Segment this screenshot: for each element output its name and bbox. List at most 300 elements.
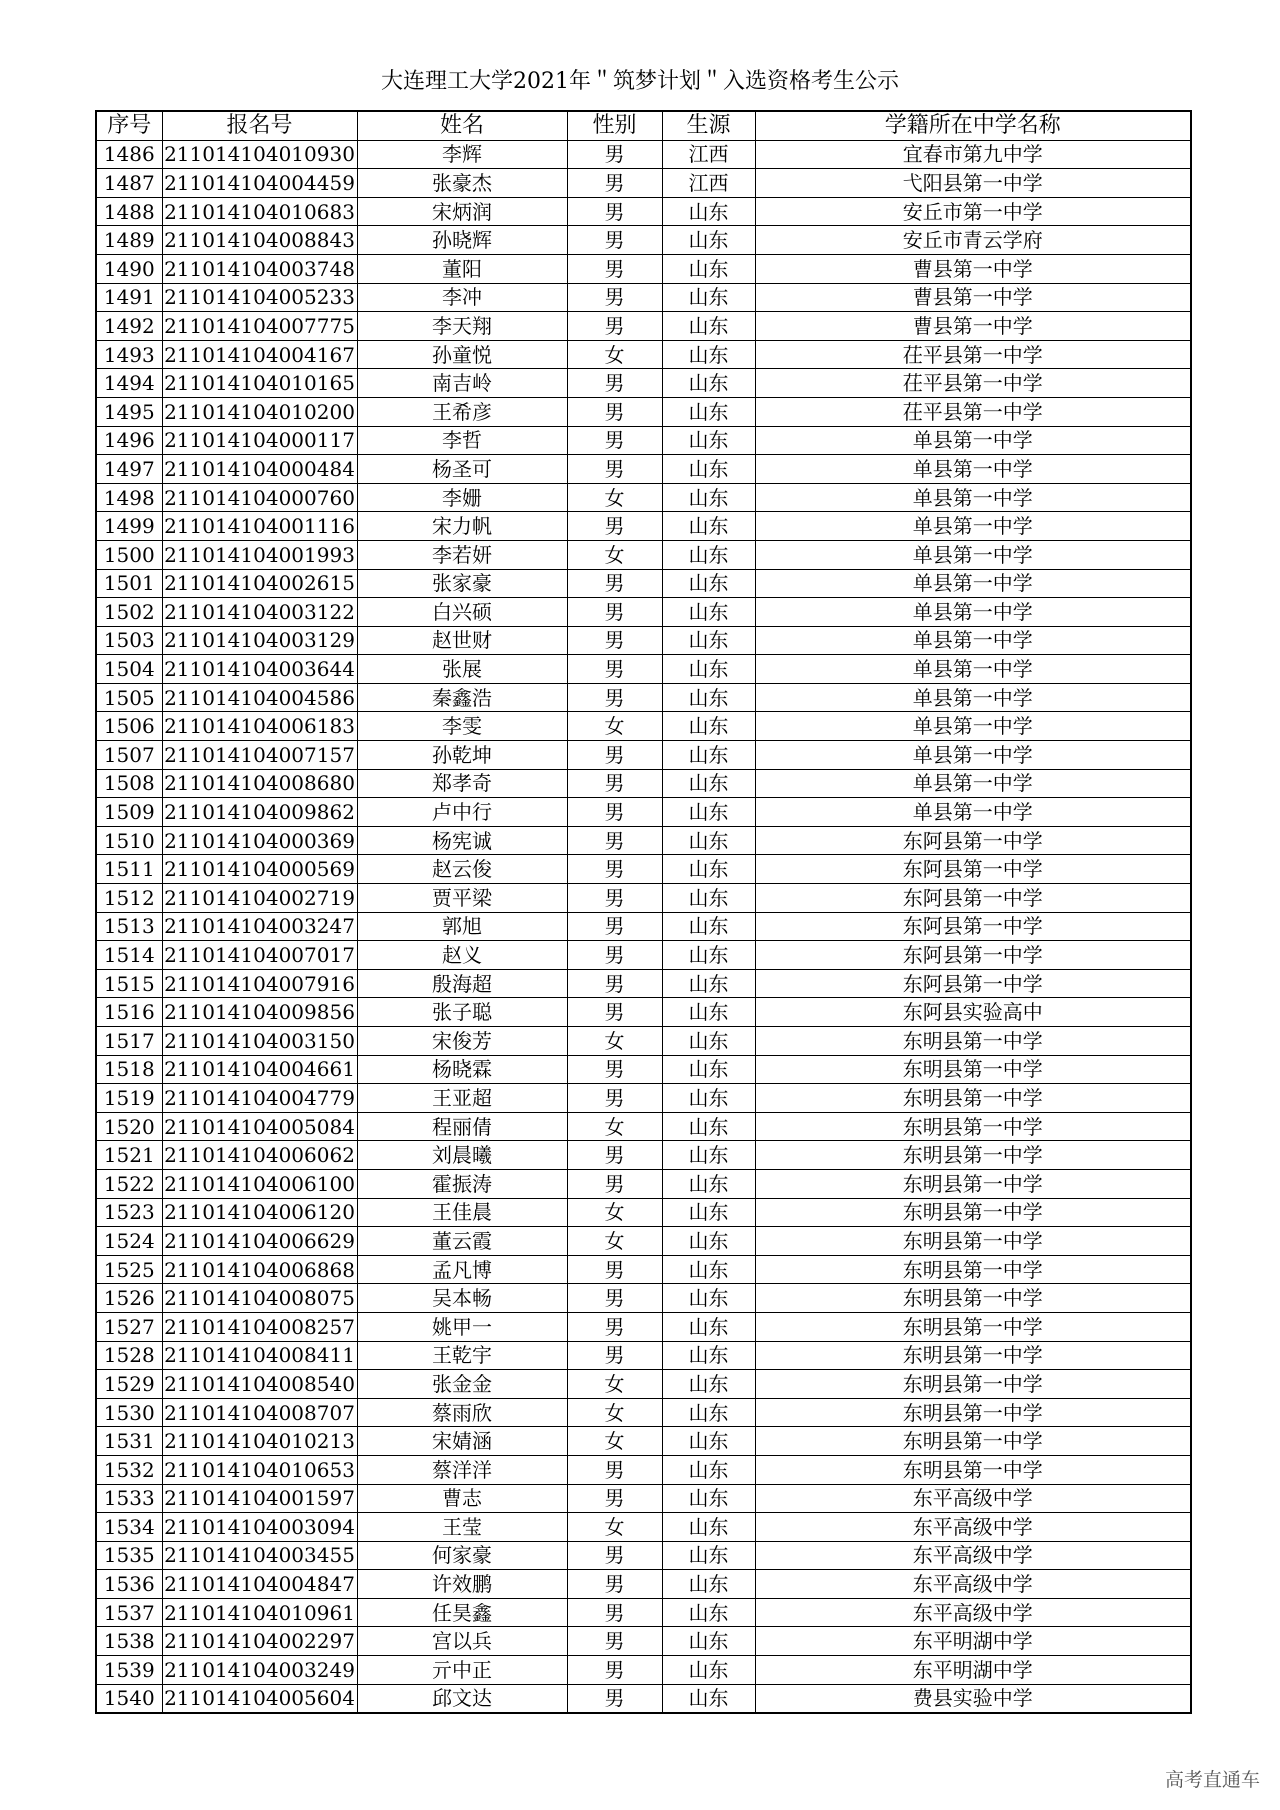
cell-name: 宋炳润 [357, 197, 567, 226]
cell-name: 南吉岭 [357, 369, 567, 398]
cell-gender: 女 [567, 1513, 662, 1542]
column-header-school: 学籍所在中学名称 [755, 111, 1191, 140]
cell-registration-no: 211014104003455 [162, 1541, 357, 1570]
cell-index: 1503 [96, 626, 162, 655]
cell-origin: 山东 [662, 483, 755, 512]
cell-registration-no: 211014104004661 [162, 1055, 357, 1084]
cell-origin: 山东 [662, 1570, 755, 1599]
cell-index: 1515 [96, 969, 162, 998]
cell-gender: 男 [567, 1141, 662, 1170]
cell-index: 1496 [96, 426, 162, 455]
cell-registration-no: 211014104003748 [162, 254, 357, 283]
cell-school: 东明县第一中学 [755, 1455, 1191, 1484]
cell-gender: 男 [567, 283, 662, 312]
cell-registration-no: 211014104005233 [162, 283, 357, 312]
cell-index: 1501 [96, 569, 162, 598]
cell-school: 曹县第一中学 [755, 254, 1191, 283]
cell-registration-no: 211014104003150 [162, 1027, 357, 1056]
table-row [96, 569, 1191, 598]
cell-school: 曹县第一中学 [755, 312, 1191, 341]
cell-index: 1508 [96, 769, 162, 798]
cell-registration-no: 211014104003247 [162, 912, 357, 941]
cell-index: 1525 [96, 1255, 162, 1284]
cell-school: 东明县第一中学 [755, 1112, 1191, 1141]
table-row [96, 998, 1191, 1027]
table-row [96, 712, 1191, 741]
cell-gender: 男 [567, 598, 662, 627]
cell-name: 卢中行 [357, 798, 567, 827]
cell-school: 茌平县第一中学 [755, 340, 1191, 369]
cell-registration-no: 211014104005084 [162, 1112, 357, 1141]
cell-registration-no: 211014104010165 [162, 369, 357, 398]
cell-origin: 山东 [662, 426, 755, 455]
cell-school: 单县第一中学 [755, 798, 1191, 827]
cell-index: 1520 [96, 1112, 162, 1141]
cell-registration-no: 211014104008257 [162, 1312, 357, 1341]
table-row [96, 1427, 1191, 1456]
cell-registration-no: 211014104009856 [162, 998, 357, 1027]
table-row [96, 369, 1191, 398]
cell-index: 1537 [96, 1598, 162, 1627]
cell-school: 东平高级中学 [755, 1598, 1191, 1627]
cell-gender: 女 [567, 712, 662, 741]
cell-gender: 男 [567, 741, 662, 770]
cell-index: 1516 [96, 998, 162, 1027]
cell-school: 东明县第一中学 [755, 1427, 1191, 1456]
cell-name: 孟凡博 [357, 1255, 567, 1284]
cell-gender: 男 [567, 884, 662, 913]
cell-index: 1539 [96, 1656, 162, 1685]
cell-school: 东明县第一中学 [755, 1084, 1191, 1113]
cell-origin: 山东 [662, 1084, 755, 1113]
cell-gender: 女 [567, 1112, 662, 1141]
cell-gender: 男 [567, 369, 662, 398]
cell-name: 殷海超 [357, 969, 567, 998]
table-row [96, 1513, 1191, 1542]
table-row [96, 941, 1191, 970]
cell-gender: 男 [567, 426, 662, 455]
cell-registration-no: 211014104003122 [162, 598, 357, 627]
table-row [96, 1627, 1191, 1656]
cell-school: 东阿县第一中学 [755, 826, 1191, 855]
cell-origin: 山东 [662, 1398, 755, 1427]
table-row [96, 1455, 1191, 1484]
cell-gender: 男 [567, 512, 662, 541]
cell-name: 王乾宇 [357, 1341, 567, 1370]
table-row [96, 855, 1191, 884]
cell-name: 杨宪诚 [357, 826, 567, 855]
cell-school: 东明县第一中学 [755, 1255, 1191, 1284]
cell-origin: 山东 [662, 1312, 755, 1341]
cell-gender: 男 [567, 312, 662, 341]
table-row [96, 254, 1191, 283]
cell-index: 1535 [96, 1541, 162, 1570]
cell-registration-no: 211014104006868 [162, 1255, 357, 1284]
cell-school: 东明县第一中学 [755, 1227, 1191, 1256]
cell-name: 杨圣可 [357, 455, 567, 484]
cell-origin: 山东 [662, 540, 755, 569]
cell-origin: 山东 [662, 1112, 755, 1141]
cell-gender: 男 [567, 1684, 662, 1713]
cell-school: 东明县第一中学 [755, 1370, 1191, 1399]
table-row [96, 312, 1191, 341]
cell-registration-no: 211014104008707 [162, 1398, 357, 1427]
cell-registration-no: 211014104008540 [162, 1370, 357, 1399]
cell-school: 东明县第一中学 [755, 1169, 1191, 1198]
cell-index: 1491 [96, 283, 162, 312]
cell-index: 1492 [96, 312, 162, 341]
table-row [96, 1684, 1191, 1713]
cell-registration-no: 211014104002297 [162, 1627, 357, 1656]
cell-origin: 山东 [662, 1198, 755, 1227]
cell-origin: 山东 [662, 1027, 755, 1056]
cell-gender: 男 [567, 1656, 662, 1685]
cell-origin: 山东 [662, 1169, 755, 1198]
table-row [96, 826, 1191, 855]
table-row [96, 1656, 1191, 1685]
cell-registration-no: 211014104008843 [162, 226, 357, 255]
cell-gender: 男 [567, 626, 662, 655]
cell-registration-no: 211014104006120 [162, 1198, 357, 1227]
cell-gender: 男 [567, 912, 662, 941]
cell-gender: 男 [567, 1541, 662, 1570]
table-row [96, 455, 1191, 484]
cell-registration-no: 211014104010200 [162, 397, 357, 426]
cell-index: 1514 [96, 941, 162, 970]
cell-origin: 山东 [662, 197, 755, 226]
cell-origin: 山东 [662, 741, 755, 770]
cell-name: 李姗 [357, 483, 567, 512]
cell-name: 霍振涛 [357, 1169, 567, 1198]
table-row [96, 912, 1191, 941]
cell-registration-no: 211014104001116 [162, 512, 357, 541]
cell-registration-no: 211014104004586 [162, 683, 357, 712]
cell-name: 赵义 [357, 941, 567, 970]
cell-index: 1517 [96, 1027, 162, 1056]
cell-origin: 山东 [662, 712, 755, 741]
cell-name: 宫以兵 [357, 1627, 567, 1656]
cell-name: 贾平梁 [357, 884, 567, 913]
cell-index: 1507 [96, 741, 162, 770]
cell-registration-no: 211014104003094 [162, 1513, 357, 1542]
cell-origin: 山东 [662, 283, 755, 312]
table-row [96, 540, 1191, 569]
table-row [96, 969, 1191, 998]
table-row [96, 283, 1191, 312]
table-row [96, 1141, 1191, 1170]
cell-name: 董阳 [357, 254, 567, 283]
cell-name: 任昊鑫 [357, 1598, 567, 1627]
cell-registration-no: 211014104004167 [162, 340, 357, 369]
cell-gender: 女 [567, 1370, 662, 1399]
cell-school: 东平高级中学 [755, 1513, 1191, 1542]
cell-gender: 男 [567, 855, 662, 884]
cell-index: 1489 [96, 226, 162, 255]
cell-index: 1497 [96, 455, 162, 484]
table-row [96, 598, 1191, 627]
cell-index: 1534 [96, 1513, 162, 1542]
cell-index: 1511 [96, 855, 162, 884]
cell-index: 1538 [96, 1627, 162, 1656]
cell-gender: 男 [567, 798, 662, 827]
table-row [96, 741, 1191, 770]
cell-school: 东阿县第一中学 [755, 969, 1191, 998]
cell-school: 安丘市第一中学 [755, 197, 1191, 226]
cell-school: 单县第一中学 [755, 683, 1191, 712]
cell-index: 1490 [96, 254, 162, 283]
cell-origin: 山东 [662, 1455, 755, 1484]
cell-origin: 山东 [662, 969, 755, 998]
cell-gender: 女 [567, 483, 662, 512]
cell-school: 单县第一中学 [755, 483, 1191, 512]
cell-gender: 男 [567, 1627, 662, 1656]
cell-index: 1513 [96, 912, 162, 941]
cell-origin: 山东 [662, 626, 755, 655]
cell-origin: 山东 [662, 569, 755, 598]
cell-gender: 男 [567, 254, 662, 283]
cell-registration-no: 211014104004779 [162, 1084, 357, 1113]
cell-registration-no: 211014104002615 [162, 569, 357, 598]
cell-index: 1500 [96, 540, 162, 569]
cell-registration-no: 211014104003644 [162, 655, 357, 684]
table-row [96, 1284, 1191, 1313]
cell-origin: 山东 [662, 397, 755, 426]
cell-gender: 男 [567, 1455, 662, 1484]
cell-name: 刘晨曦 [357, 1141, 567, 1170]
cell-school: 东明县第一中学 [755, 1141, 1191, 1170]
table-row [96, 626, 1191, 655]
cell-index: 1486 [96, 140, 162, 169]
cell-gender: 男 [567, 226, 662, 255]
table-row [96, 1541, 1191, 1570]
cell-registration-no: 211014104008075 [162, 1284, 357, 1313]
cell-school: 弋阳县第一中学 [755, 169, 1191, 198]
cell-school: 东平明湖中学 [755, 1627, 1191, 1656]
cell-gender: 男 [567, 969, 662, 998]
table-row [96, 1055, 1191, 1084]
cell-name: 杨晓霖 [357, 1055, 567, 1084]
cell-name: 许效鹏 [357, 1570, 567, 1599]
cell-gender: 男 [567, 140, 662, 169]
cell-index: 1529 [96, 1370, 162, 1399]
cell-origin: 山东 [662, 912, 755, 941]
cell-school: 单县第一中学 [755, 455, 1191, 484]
cell-index: 1494 [96, 369, 162, 398]
table-row [96, 1398, 1191, 1427]
cell-origin: 山东 [662, 884, 755, 913]
cell-gender: 男 [567, 1598, 662, 1627]
cell-name: 宋力帆 [357, 512, 567, 541]
table-row [96, 140, 1191, 169]
cell-school: 东阿县第一中学 [755, 855, 1191, 884]
cell-registration-no: 211014104006629 [162, 1227, 357, 1256]
cell-origin: 山东 [662, 1513, 755, 1542]
cell-name: 白兴硕 [357, 598, 567, 627]
cell-name: 秦鑫浩 [357, 683, 567, 712]
cell-name: 宋婧涵 [357, 1427, 567, 1456]
cell-origin: 山东 [662, 826, 755, 855]
table-row [96, 1255, 1191, 1284]
cell-school: 单县第一中学 [755, 741, 1191, 770]
table-row [96, 1341, 1191, 1370]
column-header-index: 序号 [96, 111, 162, 140]
column-header-name: 姓名 [357, 111, 567, 140]
cell-registration-no: 211014104000569 [162, 855, 357, 884]
cell-name: 宋俊芳 [357, 1027, 567, 1056]
cell-registration-no: 211014104007017 [162, 941, 357, 970]
cell-index: 1540 [96, 1684, 162, 1713]
cell-name: 姚甲一 [357, 1312, 567, 1341]
cell-name: 蔡洋洋 [357, 1455, 567, 1484]
cell-origin: 山东 [662, 1541, 755, 1570]
table-row [96, 769, 1191, 798]
cell-index: 1522 [96, 1169, 162, 1198]
cell-registration-no: 211014104000369 [162, 826, 357, 855]
cell-school: 单县第一中学 [755, 712, 1191, 741]
cell-gender: 男 [567, 941, 662, 970]
cell-index: 1524 [96, 1227, 162, 1256]
cell-school: 茌平县第一中学 [755, 397, 1191, 426]
table-row [96, 1169, 1191, 1198]
cell-gender: 男 [567, 569, 662, 598]
cell-name: 张金金 [357, 1370, 567, 1399]
cell-name: 郑孝奇 [357, 769, 567, 798]
cell-gender: 男 [567, 826, 662, 855]
column-header-origin: 生源 [662, 111, 755, 140]
cell-name: 张子聪 [357, 998, 567, 1027]
table-row [96, 397, 1191, 426]
cell-origin: 山东 [662, 369, 755, 398]
table-row [96, 512, 1191, 541]
cell-gender: 男 [567, 1084, 662, 1113]
table-row [96, 1484, 1191, 1513]
cell-index: 1498 [96, 483, 162, 512]
table-row [96, 655, 1191, 684]
cell-origin: 江西 [662, 169, 755, 198]
cell-index: 1531 [96, 1427, 162, 1456]
cell-origin: 江西 [662, 140, 755, 169]
table-header-row [96, 111, 1191, 140]
cell-registration-no: 211014104010653 [162, 1455, 357, 1484]
cell-school: 东阿县实验高中 [755, 998, 1191, 1027]
cell-index: 1488 [96, 197, 162, 226]
cell-gender: 男 [567, 397, 662, 426]
cell-origin: 山东 [662, 798, 755, 827]
candidate-table [95, 110, 1192, 1714]
table-row [96, 197, 1191, 226]
cell-registration-no: 211014104007775 [162, 312, 357, 341]
cell-gender: 女 [567, 540, 662, 569]
cell-origin: 山东 [662, 1370, 755, 1399]
cell-school: 东阿县第一中学 [755, 912, 1191, 941]
cell-school: 曹县第一中学 [755, 283, 1191, 312]
cell-origin: 山东 [662, 512, 755, 541]
cell-name: 李天翔 [357, 312, 567, 341]
cell-origin: 山东 [662, 855, 755, 884]
cell-gender: 男 [567, 998, 662, 1027]
cell-origin: 山东 [662, 312, 755, 341]
cell-name: 李辉 [357, 140, 567, 169]
cell-origin: 山东 [662, 1598, 755, 1627]
cell-name: 亓中正 [357, 1656, 567, 1685]
table-row [96, 683, 1191, 712]
cell-registration-no: 211014104004847 [162, 1570, 357, 1599]
table-row [96, 1598, 1191, 1627]
column-header-registration-no: 报名号 [162, 111, 357, 140]
cell-registration-no: 211014104003129 [162, 626, 357, 655]
cell-school: 东阿县第一中学 [755, 884, 1191, 913]
cell-index: 1505 [96, 683, 162, 712]
cell-index: 1536 [96, 1570, 162, 1599]
cell-registration-no: 211014104008680 [162, 769, 357, 798]
cell-school: 东明县第一中学 [755, 1198, 1191, 1227]
cell-gender: 男 [567, 683, 662, 712]
cell-registration-no: 211014104006183 [162, 712, 357, 741]
cell-school: 单县第一中学 [755, 540, 1191, 569]
cell-school: 东明县第一中学 [755, 1284, 1191, 1313]
cell-registration-no: 211014104010930 [162, 140, 357, 169]
cell-index: 1510 [96, 826, 162, 855]
cell-origin: 山东 [662, 226, 755, 255]
cell-origin: 山东 [662, 1255, 755, 1284]
cell-index: 1506 [96, 712, 162, 741]
cell-school: 单县第一中学 [755, 598, 1191, 627]
cell-origin: 山东 [662, 1055, 755, 1084]
cell-gender: 女 [567, 1398, 662, 1427]
cell-origin: 山东 [662, 941, 755, 970]
cell-name: 孙晓辉 [357, 226, 567, 255]
cell-gender: 女 [567, 340, 662, 369]
cell-registration-no: 211014104003249 [162, 1656, 357, 1685]
cell-origin: 山东 [662, 254, 755, 283]
cell-gender: 男 [567, 169, 662, 198]
cell-registration-no: 211014104004459 [162, 169, 357, 198]
cell-school: 费县实验中学 [755, 1684, 1191, 1713]
cell-registration-no: 211014104000117 [162, 426, 357, 455]
cell-gender: 男 [567, 1570, 662, 1599]
cell-index: 1512 [96, 884, 162, 913]
cell-index: 1504 [96, 655, 162, 684]
table-row [96, 1312, 1191, 1341]
cell-name: 程丽倩 [357, 1112, 567, 1141]
table-row [96, 1570, 1191, 1599]
cell-origin: 山东 [662, 1341, 755, 1370]
cell-registration-no: 211014104001597 [162, 1484, 357, 1513]
cell-school: 宜春市第九中学 [755, 140, 1191, 169]
cell-registration-no: 211014104010961 [162, 1598, 357, 1627]
cell-gender: 男 [567, 1255, 662, 1284]
cell-name: 曹志 [357, 1484, 567, 1513]
cell-name: 董云霞 [357, 1227, 567, 1256]
cell-gender: 男 [567, 655, 662, 684]
cell-index: 1509 [96, 798, 162, 827]
cell-registration-no: 211014104000760 [162, 483, 357, 512]
cell-origin: 山东 [662, 769, 755, 798]
cell-gender: 男 [567, 1341, 662, 1370]
cell-gender: 男 [567, 1312, 662, 1341]
cell-gender: 男 [567, 1169, 662, 1198]
cell-school: 东明县第一中学 [755, 1341, 1191, 1370]
cell-origin: 山东 [662, 598, 755, 627]
cell-name: 赵世财 [357, 626, 567, 655]
cell-name: 蔡雨欣 [357, 1398, 567, 1427]
cell-index: 1530 [96, 1398, 162, 1427]
page-title: 大连理工大学2021年＂筑梦计划＂入选资格考生公示 [381, 69, 899, 94]
cell-name: 王莹 [357, 1513, 567, 1542]
cell-name: 张豪杰 [357, 169, 567, 198]
cell-school: 东明县第一中学 [755, 1055, 1191, 1084]
table-row [96, 226, 1191, 255]
